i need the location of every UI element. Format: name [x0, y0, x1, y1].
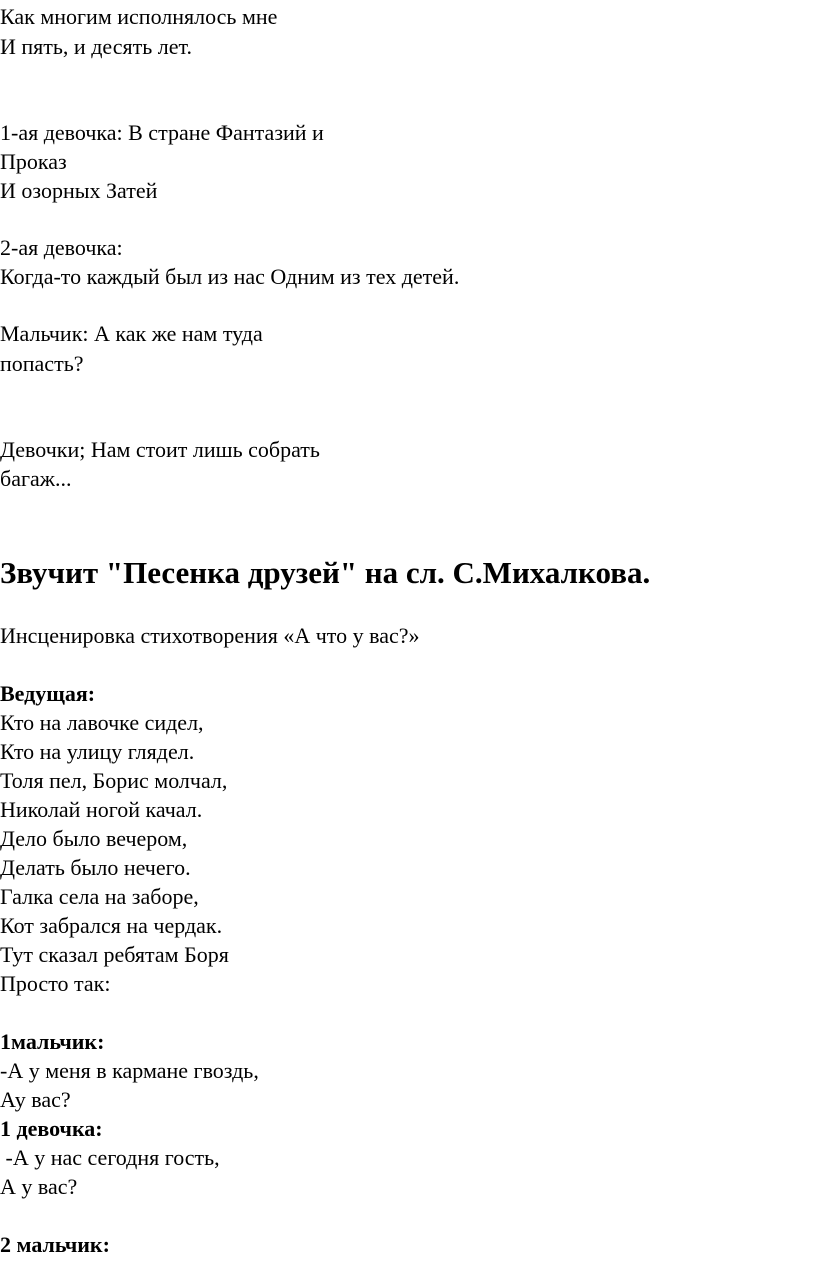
- verse-line: Просто так:: [0, 971, 111, 996]
- verse-line: Галка села на заборе,: [0, 884, 199, 909]
- text-line: Мальчик: А как же нам туда: [0, 321, 263, 346]
- verse-line: Кот забрался на чердак.: [0, 913, 223, 938]
- verse-line: А у вас?: [0, 1174, 78, 1199]
- text-line: багаж...: [0, 466, 72, 491]
- text-line: попасть?: [0, 351, 84, 376]
- text-line: И пять, и десять лет.: [0, 34, 192, 59]
- speaker-label: Ведущая:: [0, 681, 96, 706]
- section-heading: Звучит "Песенка друзей" на сл. С.Михалкова.: [0, 555, 651, 590]
- text-line: Как многим исполнялось мне: [0, 4, 278, 29]
- verse-line: -А у нас сегодня гость,: [0, 1145, 220, 1170]
- verse-line: Кто на лавочке сидел,: [0, 710, 204, 735]
- verse-line: Кто на улицу глядел.: [0, 739, 195, 764]
- verse-line: Николай ногой качал.: [0, 797, 203, 822]
- text-line: Когда-то каждый был из нас Одним из тех детей.: [0, 264, 460, 289]
- text-line: 2-ая девочка:: [0, 235, 123, 260]
- verse-line: -А у меня в кармане гвоздь,: [0, 1058, 259, 1083]
- text-line: Девочки; Нам стоит лишь собрать: [0, 437, 320, 462]
- staging-title: Инсценировка стихотворения «А что у вас?»: [0, 623, 420, 648]
- text-line: Проказ: [0, 149, 67, 174]
- verse-line: Тут сказал ребятам Боря: [0, 942, 229, 967]
- speaker-label: 2 мальчик:: [0, 1232, 110, 1257]
- verse-line: Толя пел, Борис молчал,: [0, 768, 228, 793]
- speaker-label: 1мальчик:: [0, 1029, 105, 1054]
- verse-line: Дело было вечером,: [0, 826, 188, 851]
- speaker-label: 1 девочка:: [0, 1116, 103, 1141]
- text-line: 1-ая девочка: В стране Фантазий и: [0, 120, 324, 145]
- verse-line: Делать было нечего.: [0, 855, 191, 880]
- text-line: И озорных Затей: [0, 178, 158, 203]
- verse-line: Ау вас?: [0, 1087, 71, 1112]
